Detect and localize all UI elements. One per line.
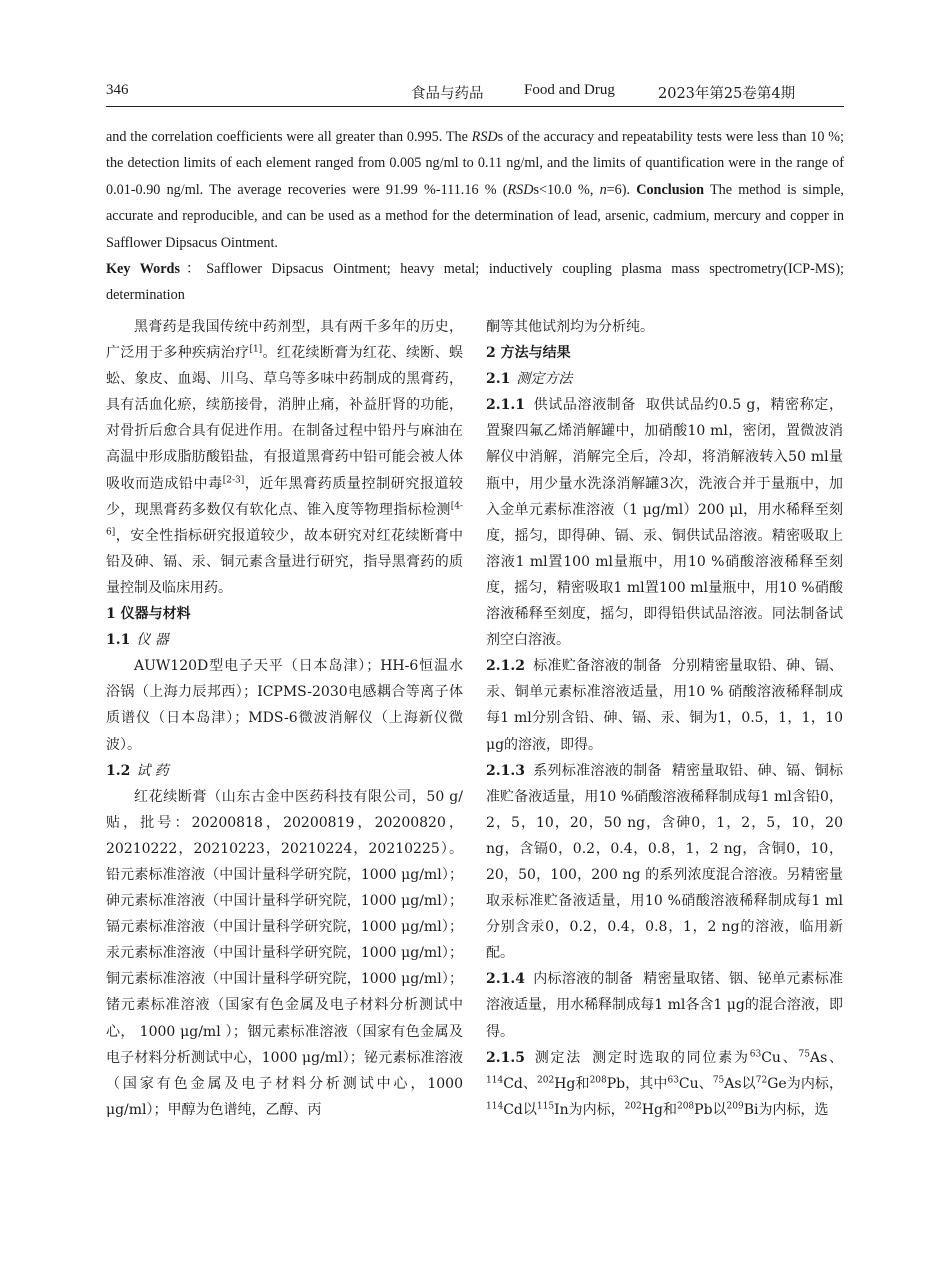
conclusion-text: The method is simple, accurate and reproducible, and can be used as a method for the determination of lead, arsenic, cadmium, mercury and copper in Safflower Dipsacus Ointment. (106, 181, 844, 251)
section-heading: 2 方法与结果 (486, 345, 571, 362)
citation: [4-6] (106, 501, 463, 538)
intro-paragraph: 黑膏药是我国传统中药剂型，具有两千多年的历史，广泛用于多种疾病治疗[1]。红花续断膏为红花、续断、蜈蚣、象皮、血竭、川乌、草乌等多味中药制成的黑膏药，具有活血化瘀，续筋接骨，消肿止痛，补益肝肾的功能，对骨折后愈合具有促进作用。在制备过程中铅丹与麻油在高温中形成脂肪酸铅盐，有报道黑膏药中铅可能会被人体吸收而造成铅中毒[2-3]，近年黑膏药质量控制研究报道较少，现黑膏药多数仅有软化点、锥入度等物理指标检测[4-6]，安全性指标研究报道较少，故本研究对红花续断膏中铅及砷、镉、汞、铜元素含量进行研究，指导黑膏药的质量控制及临床用药。 (106, 319, 464, 596)
subsection-heading: 1.2 试 药 (106, 762, 169, 779)
method-paragraph: 2.1.1 供试品溶液制备 取供试品约0.5 g，精密称定，置聚四氟乙烯消解罐中，加硝酸10 ml，密闭，置微波消解仪中消解，消解完全后，冷却，将消解液转入50 ml量瓶中，用少量水洗涤消解罐3次，洗液合并于量瓶中，加入金单元素标准溶液（1 μg/ml）200 μl，用水稀释至刻度，摇匀，即得砷、镉、汞、铜供试品溶液。精密吸取上溶液1 ml置100 ml量瓶中，用10 %硝酸溶液稀释至刻度，摇匀，精密吸取1 ml置100 ml量瓶中，用10 %硝酸溶液稀释至刻度，摇匀，即得铅供试品溶液。同法制备试剂空白溶液。 (486, 397, 843, 649)
method-paragraph: 2.1.2 标准贮备溶液的制备 分别精密量取铅、砷、镉、汞、铜单元素标准溶液适量，用10 % 硝酸溶液稀释制成每1 ml分别含铅、砷、镉、汞、铜为1，0.5，1，1，10 μg的溶液，即得。 (486, 658, 844, 753)
journal-title-cn: 食品与药品 (411, 86, 484, 102)
english-abstract (106, 124, 844, 309)
method-paragraph: 2.1.5 测定法 测定时选取的同位素为$^{63}$Cu、$^{75}$As、$^{114}$Cd、$^{202}$Hg和$^{208}$Pb，其中$^{63}$Cu、$^{75}$As以$^{72}$Ge为内标，$^{114}$Cd以$^{115}$In为内标，$^{202}$Hg和$^{208}$Pb以$^{209}$Bi为内标，选 (486, 1048, 844, 1118)
keywords-separator: ： (179, 261, 207, 278)
subsection-heading: 2.1 测定方法 (486, 371, 573, 388)
section-heading: 1 仪器与材料 (106, 606, 191, 623)
abstract-rsd: RSD (507, 181, 534, 198)
running-header (106, 80, 844, 107)
method-paragraph: 2.1.3 系列标准溶液的制备 精密量取铅、砷、镉、铜标准贮备液适量，用10 %硝酸溶液稀释制成每1 ml含铅0，2，5，10，20，50 ng，含砷0，1，2，5，10，20 ng，含镉0，0.2，0.4，0.8，1，2 ng，含铜0，10，20，50，100，200 ng 的系列浓度混合溶液。另精密量取汞标准贮备液适量，用10 %硝酸溶液稀释制成每1 ml分别含汞0，0.2，0.4，0.8，1，2 ng的溶液，临用新配。 (486, 762, 844, 962)
abstract-text: s<10.0 %, (533, 181, 600, 198)
right-column (486, 314, 843, 1123)
subsection-heading: 1.1 仪 器 (106, 632, 169, 649)
left-column (106, 314, 463, 1123)
journal-volume: 2023年第25卷第4期 (658, 86, 796, 102)
journal-title-en: Food and Drug (524, 82, 615, 98)
conclusion-label: Conclusion (636, 181, 705, 198)
citation: [2-3] (222, 474, 245, 485)
abstract-rsd: RSD (471, 129, 498, 145)
paragraph-continuation: 酮等其他试剂均为分析纯。 (486, 319, 654, 335)
page-number: 346 (106, 82, 129, 98)
keywords-text: Safflower Dipsacus Ointment; heavy metal; inductively coupling plasma mass spectrometry(ICP-MS); determination (106, 261, 844, 304)
keywords-label: Key Words (106, 261, 180, 278)
citation: [1] (249, 344, 263, 355)
abstract-text: and the correlation coefficients were all greater than 0.995. The (106, 129, 472, 145)
reagents-paragraph: 红花续断膏（山东古金中医药科技有限公司，50 g/贴，批号：20200818，20200819，20200820，20210222，20210223，20210224，20210225）。铅元素标准溶液（中国计量科学研究院，1000 μg/ml）；砷元素标准溶液（中国计量科学研究院，1000 μg/ml）；镉元素标准溶液（中国计量科学研究院，1000 μg/ml）；汞元素标准溶液（中国计量科学研究院，1000 μg/ml）；铜元素标准溶液（中国计量科学研究院，1000 μg/ml）；锗元素标准溶液（国家有色金属及电子材料分析测试中心， 1000 μg/ml ）；铟元素标准溶液（国家有色金属及电子材料分析测试中心，1000 μg/ml）；铋元素标准溶液（国家有色金属及电子材料分析测试中心，1000 μg/ml）；甲醇为色谱纯，乙醇、丙 (106, 788, 463, 1118)
abstract-n: n (599, 181, 607, 198)
abstract-text: =6). (606, 181, 637, 198)
method-paragraph: 2.1.4 内标溶液的制备 精密量取锗、铟、铋单元素标准溶液适量，用水稀释制成每1 ml各含1 μg的混合溶液，即得。 (486, 971, 844, 1040)
instruments-paragraph: AUW120D型电子天平（日本岛津）；HH-6恒温水浴锅（上海力辰邦西）；ICPMS-2030电感耦合等离子体质谱仪（日本岛津）；MDS-6微波消解仪（上海新仪微波）。 (106, 658, 463, 753)
abstract-text: s of the accuracy and repeatability tests were less than 10 %; the detection limits of each element ranged from 0.005 ng/ml to 0.11 ng/ml, and the limits of quantification were in the range of 0.01-0.90 ng/ml. The average recoveries were 91.99 %-111.16 % ( (106, 129, 844, 198)
